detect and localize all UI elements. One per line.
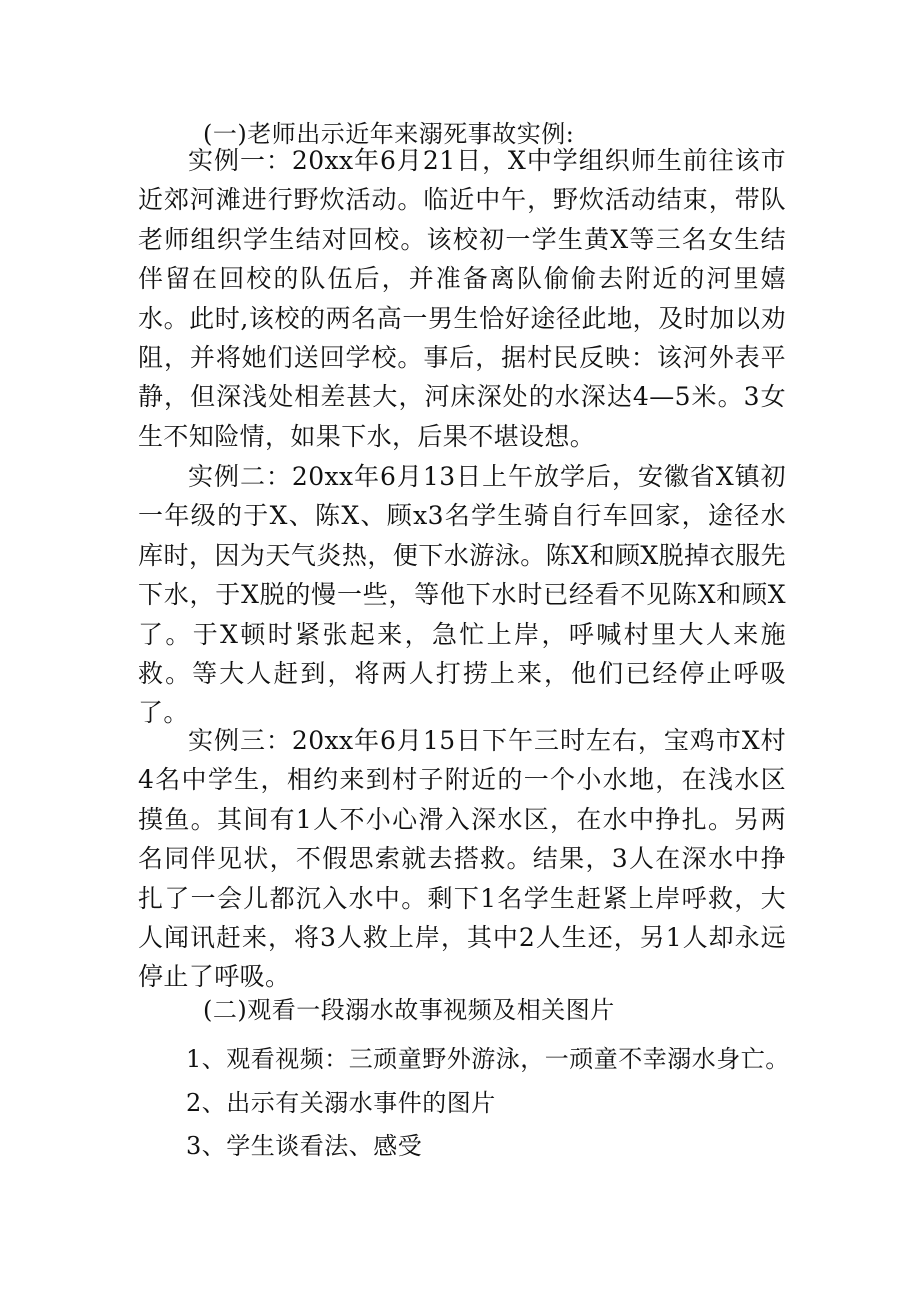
list-item-2: 2、出示有关溺水事件的图片 bbox=[186, 1089, 496, 1117]
section-2-heading: (二)观看一段溺水故事视频及相关图片 bbox=[203, 996, 615, 1024]
example-1-paragraph: 实例一：20xx年6月21日，X中学组织师生前往该市近郊河滩进行野炊活动。临近中午，野炊活动结束，带队老师组织学生结对回校。该校初一学生黄X等三名女生结伴留在回校的队伍后，并准备离队偷偷去附近的河里嬉水。此时,该校的两名高一男生恰好途径此地，及时加以劝阻，并将她们送回学校。事后，据村民反映：该河外表平静，但深浅处相差甚大，河床深处的水深达4—5米。3女生不知险情，如果下水，后果不堪设想。 bbox=[138, 146, 786, 451]
example-3-paragraph: 实例三：20xx年6月15日下午三时左右，宝鸡市X村4名中学生，相约来到村子附近的一个小水地，在浅水区摸鱼。其间有1人不小心滑入深水区，在水中挣扎。另两名同伴见状，不假思索就去搭救。结果，3人在深水中挣扎了一会儿都沉入水中。剩下1名学生赶紧上岸呼救，大人闻讯赶来，将3人救上岸，其中2人生还，另1人却永远停止了呼吸。 bbox=[138, 726, 786, 992]
list-item-1: 1、观看视频：三顽童野外游泳，一顽童不幸溺水身亡。 bbox=[186, 1045, 790, 1073]
list-item-3: 3、学生谈看法、感受 bbox=[186, 1132, 423, 1160]
example-2-paragraph: 实例二：20xx年6月13日上午放学后，安徽省X镇初一年级的于X、陈X、顾x3名学生骑自行车回家，途径水库时，因为天气炎热，便下水游泳。陈X和顾X脱掉衣服先下水，于X脱的慢一些，等他下水时已经看不见陈X和顾X了。于X顿时紧张起来，急忙上岸，呼喊村里大人来施救。等大人赶到，将两人打捞上来，他们已经停止呼吸了。 bbox=[138, 462, 786, 728]
section-1-heading: (一)老师出示近年来溺死事故实例: bbox=[203, 120, 575, 148]
